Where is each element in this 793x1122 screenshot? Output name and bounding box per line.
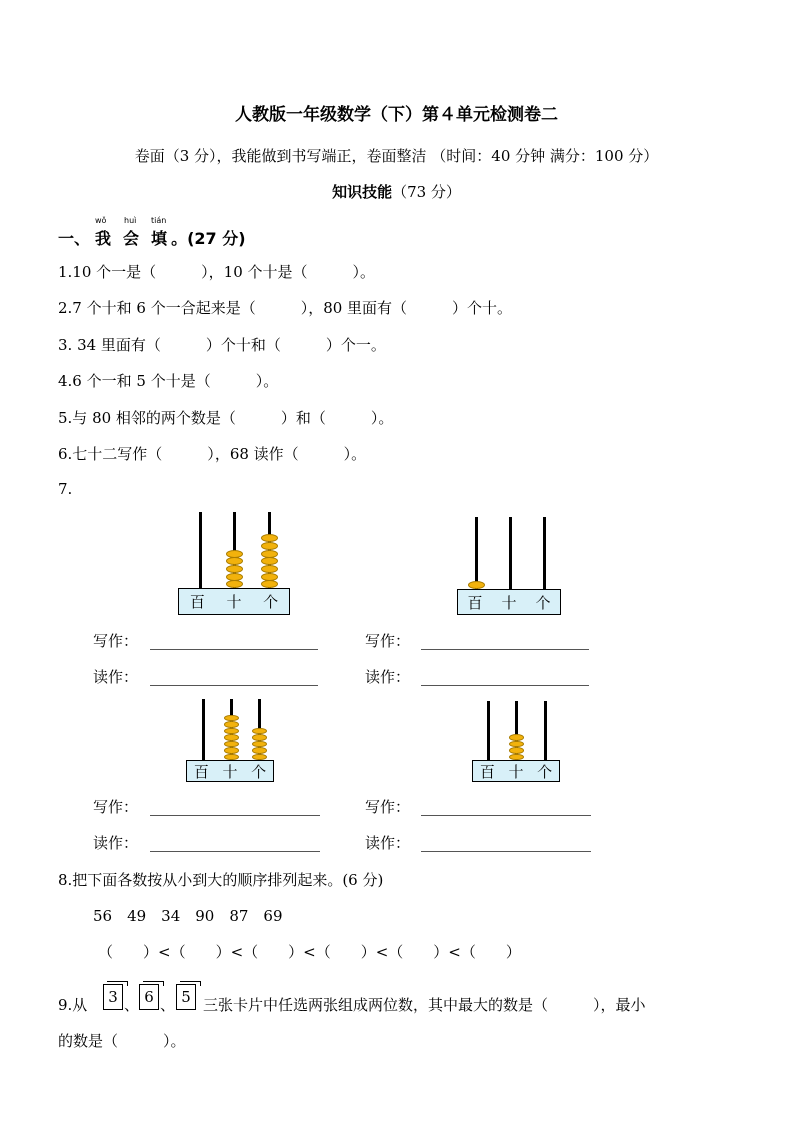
pinyin-3: tián	[151, 216, 167, 225]
q9-sep-2: 、	[160, 996, 176, 1014]
q9-prefix: 9.从	[58, 996, 88, 1014]
question-1: 1.10 个一是（ ），10 个十是（ ）。	[58, 263, 376, 281]
q9-card-2: 6	[139, 984, 159, 1010]
bead-ones-2	[252, 747, 266, 754]
abacus-2-rod-ones	[543, 517, 546, 589]
abacus-4-rod-ones	[544, 701, 547, 761]
bead-ones-4	[252, 734, 266, 741]
abacus-3-base	[186, 760, 274, 782]
question-2: 2.7 个十和 6 个一合起来是（ ），80 里面有（ ）个十。	[58, 299, 513, 317]
bead-tens-2	[224, 747, 238, 754]
question-4: 4.6 个一和 5 个十是（ ）。	[58, 372, 279, 390]
exam-intro: 卷面（3 分），我能做到书写端正，卷面整洁 （时间：40 分钟 满分：100 分）	[134, 147, 659, 165]
question-7: 7.	[58, 480, 73, 498]
q9-card-3: 5	[176, 984, 196, 1010]
bead-ones-3	[252, 741, 266, 748]
abacus-2-label-tens: 十	[501, 593, 517, 612]
abacus-4-label-tens: 十	[508, 762, 524, 781]
page-title: 人教版一年级数学（下）第４单元检测卷二	[235, 105, 558, 125]
write-label-2: 写作：	[365, 632, 411, 650]
read-line-1[interactable]	[150, 685, 318, 686]
abacus-3-label-tens: 十	[222, 762, 238, 781]
abacus-1	[178, 512, 290, 616]
bead-tens-3	[224, 741, 238, 748]
abacus-2-base	[457, 589, 561, 615]
abacus-4-label-hundreds: 百	[479, 762, 495, 781]
abacus-2-rod-tens	[509, 517, 512, 589]
abacus-1-label-hundreds: 百	[189, 593, 205, 611]
bead-tens-2	[226, 573, 243, 581]
part1-word-2: 会	[123, 229, 140, 248]
read-line-2[interactable]	[421, 685, 589, 686]
write-line-1[interactable]	[150, 649, 318, 650]
abacus-4-label-ones: 个	[537, 762, 553, 781]
bead-ones-5	[252, 728, 266, 735]
question-9: 三张卡片中任选两张组成两位数，其中最大的数是（ ），最小	[203, 996, 646, 1014]
abacus-3-label-ones: 个	[251, 762, 267, 781]
part1-heading	[58, 226, 246, 249]
bead-tens-3	[226, 565, 243, 573]
bead-ones-3	[261, 565, 278, 573]
question-9-line2: 的数是（ ）。	[58, 1032, 186, 1050]
bead-tens-1	[509, 754, 523, 761]
abacus-1-label-tens: 十	[226, 593, 242, 611]
bead-ones-7	[261, 534, 278, 542]
abacus-2	[457, 517, 561, 615]
abacus-3-label-hundreds: 百	[193, 762, 209, 781]
bead-tens-7	[224, 715, 238, 722]
section-heading	[0, 181, 793, 202]
write-line-3[interactable]	[150, 815, 320, 816]
bead-ones-4	[261, 557, 278, 565]
bead-ones-2	[261, 573, 278, 581]
bead-tens-5	[224, 728, 238, 735]
pinyin-2: huì	[124, 216, 137, 225]
abacus-3-rod-hundreds	[202, 699, 205, 761]
read-label-4: 读作：	[365, 834, 411, 852]
bead-tens-4	[509, 734, 523, 741]
write-label-4: 写作：	[365, 798, 411, 816]
question-8: 8.把下面各数按从小到大的顺序排列起来。(6 分)	[58, 871, 384, 889]
bead-tens-3	[509, 741, 523, 748]
q8-blanks[interactable]: （ ）<（ ）<（ ）<（ ）<（ ）<（ ）	[98, 943, 521, 961]
question-6: 6.七十二写作（ ），68 读作（ ）。	[58, 445, 367, 463]
write-line-4[interactable]	[421, 815, 591, 816]
read-label-3: 读作：	[93, 834, 139, 852]
part1-prefix: 一、	[58, 229, 91, 248]
bead-tens-2	[509, 747, 523, 754]
abacus-2-label-hundreds: 百	[467, 593, 483, 612]
bead-tens-5	[226, 550, 243, 558]
read-line-3[interactable]	[150, 851, 320, 852]
bead-tens-4	[224, 734, 238, 741]
question-5: 5.与 80 相邻的两个数是（ ）和（ ）。	[58, 409, 394, 427]
part1-word-1: 我	[95, 229, 112, 248]
section-name: 知识技能	[332, 183, 393, 201]
abacus-4	[472, 701, 560, 783]
bead-ones-5	[261, 550, 278, 558]
read-label-1: 读作：	[93, 668, 139, 686]
abacus-2-rod-hundreds	[475, 517, 478, 589]
abacus-1-rod-hundreds	[199, 512, 202, 588]
abacus-2-label-ones: 个	[535, 593, 551, 612]
write-line-2[interactable]	[421, 649, 589, 650]
write-label-3: 写作：	[93, 798, 139, 816]
bead-tens-1	[224, 754, 238, 761]
bead-tens-4	[226, 557, 243, 565]
pinyin-1: wǒ	[95, 216, 107, 225]
read-line-4[interactable]	[421, 851, 591, 852]
q9-card-1: 3	[103, 984, 123, 1010]
write-label-1: 写作：	[93, 632, 139, 650]
abacus-3	[186, 699, 274, 783]
q9-sep-1: 、	[124, 996, 140, 1014]
bead-ones-1	[252, 754, 266, 761]
part1-word-3: 填	[151, 229, 168, 248]
question-3: 3. 34 里面有（ ）个十和（ ）个一。	[58, 336, 386, 354]
bead-ones-6	[261, 542, 278, 550]
part1-suffix: 。(27 分)	[171, 229, 246, 248]
abacus-4-rod-hundreds	[487, 701, 490, 761]
abacus-1-label-ones: 个	[263, 593, 279, 611]
q8-numbers: 56 49 34 90 87 69	[93, 907, 283, 925]
abacus-1-base	[178, 588, 290, 615]
section-score: （73 分）	[392, 183, 461, 201]
read-label-2: 读作：	[365, 668, 411, 686]
abacus-4-base	[472, 760, 560, 782]
bead-tens-6	[224, 721, 238, 728]
